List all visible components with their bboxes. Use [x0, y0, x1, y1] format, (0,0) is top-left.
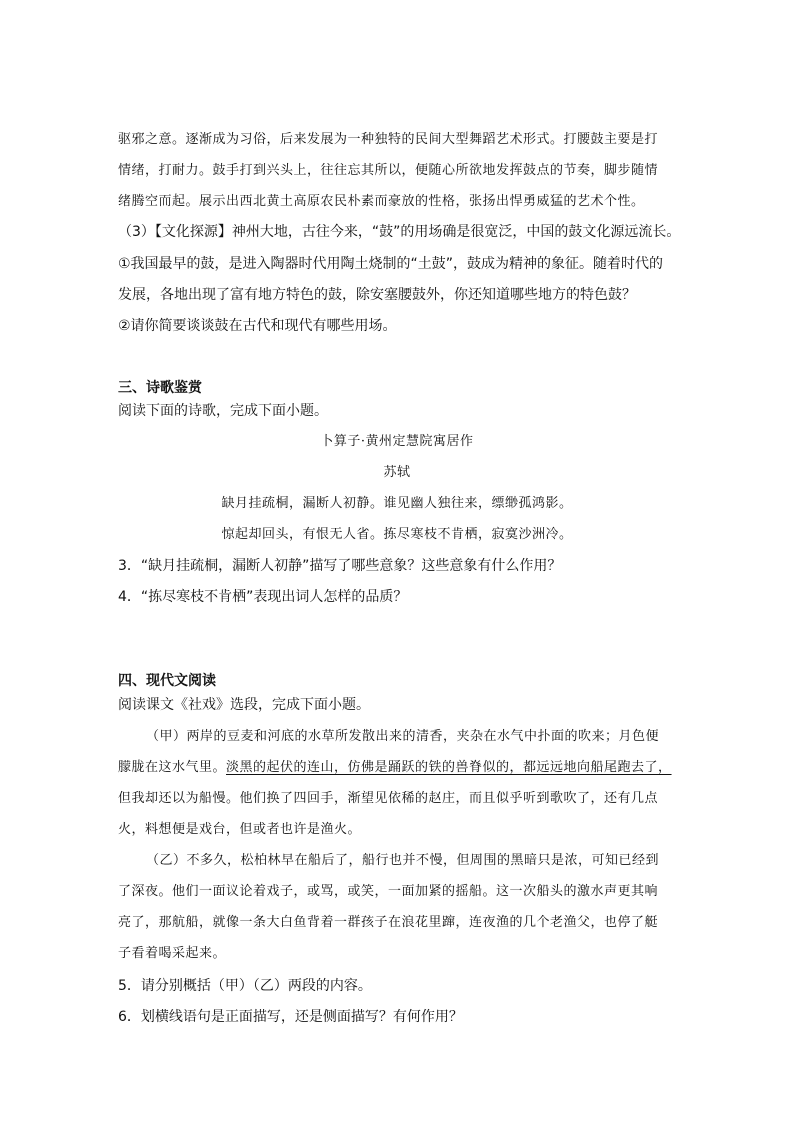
q3-item2: ②请你简要谈谈鼓在古代和现代有哪些用场。: [118, 318, 397, 334]
question-5: 5．请分别概括（甲）（乙）两段的内容。: [118, 978, 372, 994]
question-6: 6．划横线语句是正面描写，还是侧面描写？有何作用？: [118, 1009, 463, 1025]
q3-item1-line1: ①我国最早的鼓，是进入陶器时代用陶土烧制的“土鼓”，鼓成为精神的象征。随着时代的: [118, 256, 664, 272]
passage-jia-line-1: （甲）两岸的豆麦和河底的水草所发散出来的清香，夹杂在水气中扑面的吹来；月色便: [146, 729, 660, 744]
intro-line-1: 驱邪之意。逐渐成为习俗，后来发展为一种独特的民间大型舞蹈艺术形式。打腰鼓主要是打: [118, 132, 659, 147]
question-3: 3．“缺月挂疏桐，漏断人初静”描写了哪些意象？这些意象有什么作用？: [118, 558, 562, 574]
passage-jia-line-2-plain: 朦胧在这水气里。: [118, 760, 227, 775]
intro-line-3: 绪腾空而起。展示出西北黄土高原农民朴素而豪放的性格，张扬出悍勇威猛的艺术个性。: [118, 194, 645, 209]
poem-line-1: 缺月挂疏桐，漏断人初静。谁见幽人独往来，缥缈孤鸿影。: [221, 496, 573, 511]
section3-instruction: 阅读下面的诗歌，完成下面小题。: [118, 403, 328, 419]
intro-line-2: 情绪，打耐力。鼓手打到兴头上，往往忘其所以，便随心所欲地发挥鼓点的节奏，脚步随情: [118, 163, 659, 178]
passage-yi-line-3: 亮了，那航船，就像一条大白鱼背着一群孩子在浪花里蹿，连夜渔的几个老渔父，也停了艇: [118, 915, 659, 930]
passage-yi-line-1: （乙）不多久，松柏林早在船后了，船行也并不慢，但周围的黑暗只是浓，可知已经到: [146, 853, 660, 868]
section3-title: 三、诗歌鉴赏: [118, 380, 202, 396]
q3-item1-line2: 发展，各地出现了富有地方特色的鼓，除安塞腰鼓外，你还知道哪些地方的特色鼓？: [118, 287, 636, 303]
passage-yi-line-2: 了深夜。他们一面议论着戏子，或骂，或笑，一面加紧的摇船。这一次船头的激水声更其响: [118, 884, 659, 899]
passage-yi-line-4: 子看着喝采起来。: [118, 946, 227, 961]
section4-instruction: 阅读课文《社戏》选段，完成下面小题。: [118, 697, 370, 713]
q3-lead: （3）【文化探源】神州大地，古往今来，“鼓”的用场确是很宽泛，中国的鼓文化源远流长。: [118, 224, 681, 240]
passage-jia-line-2: [118, 758, 672, 778]
poem-title: 卜算子·黄州定慧院寓居作: [320, 434, 474, 449]
question-4: 4．“拣尽寒枝不肯栖”表现出词人怎样的品质？: [118, 589, 408, 605]
poem-author: 苏轼: [383, 465, 411, 480]
passage-jia-line-3: 但我却还以为船慢。他们换了四回手，渐望见依稀的赵庄，而且似乎听到歌吹了，还有几点: [118, 791, 659, 806]
underlined-sentence: 淡黑的起伏的连山，仿佛是踊跃的铁的兽脊似的，都远远地向船尾跑去了，: [226, 760, 672, 775]
section4-title: 四、现代文阅读: [118, 673, 216, 689]
poem-line-2: 惊起却回头，有恨无人省。拣尽寒枝不肯栖，寂寞沙洲冷。: [221, 527, 573, 542]
passage-jia-line-4: 火，料想便是戏台，但或者也许是渔火。: [118, 822, 362, 837]
